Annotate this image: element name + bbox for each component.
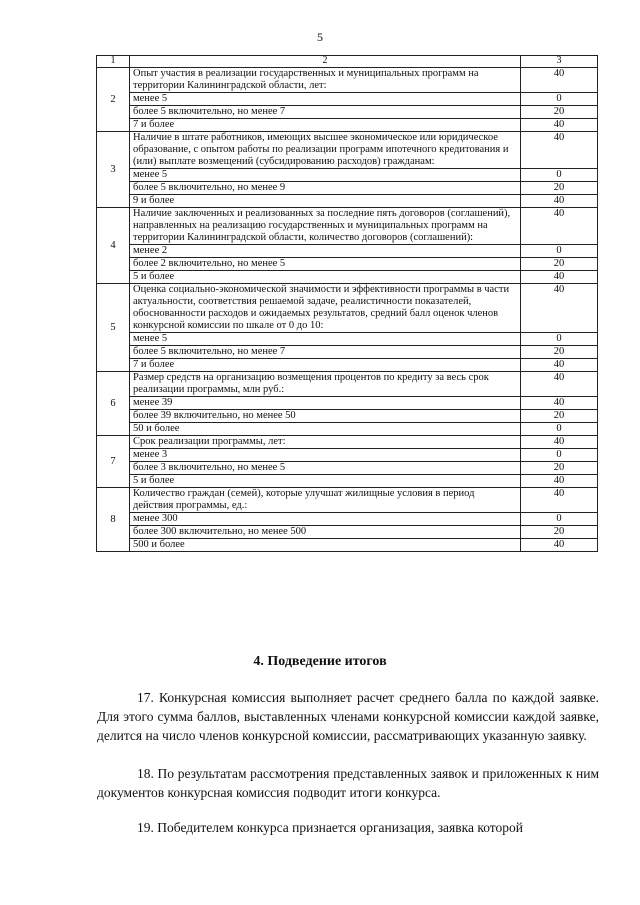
option-score: 0 <box>521 333 598 346</box>
option-label: менее 5 <box>130 169 521 182</box>
table-row <box>97 513 598 526</box>
table-row <box>97 119 598 132</box>
table-row <box>97 195 598 208</box>
option-label: менее 5 <box>130 93 521 106</box>
table-row <box>97 423 598 436</box>
table-row <box>97 258 598 271</box>
table-row <box>97 397 598 410</box>
option-score: 40 <box>521 119 598 132</box>
option-label: более 2 включительно, но менее 5 <box>130 258 521 271</box>
table-row <box>97 449 598 462</box>
criteria-max-score: 40 <box>521 372 598 397</box>
table-row <box>97 346 598 359</box>
option-label: менее 5 <box>130 333 521 346</box>
option-score: 40 <box>521 475 598 488</box>
option-score: 40 <box>521 539 598 552</box>
criteria-title-row <box>97 488 598 513</box>
table-row <box>97 271 598 284</box>
criteria-max-score: 40 <box>521 132 598 169</box>
criteria-title-row <box>97 208 598 245</box>
option-label: 500 и более <box>130 539 521 552</box>
option-score: 20 <box>521 462 598 475</box>
criteria-title: Опыт участия в реализации государственных и муниципальных программ на территории Калининградской области, лет: <box>130 68 521 93</box>
option-label: более 300 включительно, но менее 500 <box>130 526 521 539</box>
option-score: 20 <box>521 410 598 423</box>
table-row <box>97 462 598 475</box>
option-score: 40 <box>521 397 598 410</box>
criteria-number: 3 <box>97 132 130 208</box>
paragraph-text: 19. Победителем конкурса признается организация, заявка которой <box>137 820 523 835</box>
criteria-title: Наличие в штате работников, имеющих высшее экономическое или юридическое образование, с опытом работы по реализации программ ипотечного кредитования и (или) выплате возмещений (субсидированию расходов) гражданам: <box>130 132 521 169</box>
option-score: 0 <box>521 93 598 106</box>
table-row <box>97 410 598 423</box>
table-row <box>97 245 598 258</box>
criteria-table <box>96 55 598 552</box>
table-row <box>97 169 598 182</box>
table-header-row <box>97 56 598 68</box>
option-label: 5 и более <box>130 271 521 284</box>
option-score: 20 <box>521 258 598 271</box>
criteria-number: 4 <box>97 208 130 284</box>
page-number: 5 <box>317 30 323 44</box>
header-cell: 2 <box>130 56 521 68</box>
option-label: менее 300 <box>130 513 521 526</box>
table-row <box>97 93 598 106</box>
criteria-number: 7 <box>97 436 130 488</box>
criteria-number: 6 <box>97 372 130 436</box>
option-score: 40 <box>521 359 598 372</box>
criteria-title: Размер средств на организацию возмещения процентов по кредиту за весь срок реализации программы, млн руб.: <box>130 372 521 397</box>
option-label: более 5 включительно, но менее 9 <box>130 182 521 195</box>
paragraph-text: 18. По результатам рассмотрения представленных заявок и приложенных к ним документов конкурсная комиссия подводит итоги конкурса. <box>97 766 599 800</box>
paragraph-text: 17. Конкурсная комиссия выполняет расчет среднего балла по каждой заявке. Для этого сумма баллов, выставленных членами конкурсной комиссии каждой заявке, делится на число членов конкурсной комиссии, рассматривающих указанную заявку. <box>97 690 599 743</box>
section-title: 4. Подведение итогов <box>253 654 387 669</box>
table-row <box>97 359 598 372</box>
option-label: 50 и более <box>130 423 521 436</box>
table-row <box>97 475 598 488</box>
option-label: 7 и более <box>130 119 521 132</box>
criteria-number: 8 <box>97 488 130 552</box>
option-label: более 5 включительно, но менее 7 <box>130 106 521 119</box>
option-score: 0 <box>521 245 598 258</box>
option-score: 20 <box>521 106 598 119</box>
criteria-title: Количество граждан (семей), которые улучшат жилищные условия в период действия программы, ед.: <box>130 488 521 513</box>
criteria-title: Оценка социально-экономической значимости и эффективности программы в части актуальности, соответствия решаемой задаче, реалистичности показателей, обоснованности расходов и ожидаемых результатов, средний балл оценок членов конкурсной комиссии по шкале от 0 до 10: <box>130 284 521 333</box>
option-score: 0 <box>521 169 598 182</box>
criteria-max-score: 40 <box>521 488 598 513</box>
table-row <box>97 539 598 552</box>
option-label: более 3 включительно, но менее 5 <box>130 462 521 475</box>
table-row <box>97 182 598 195</box>
criteria-title-row <box>97 436 598 449</box>
criteria-title-row <box>97 132 598 169</box>
header-cell: 3 <box>521 56 598 68</box>
option-label: 7 и более <box>130 359 521 372</box>
table-row <box>97 333 598 346</box>
option-score: 20 <box>521 182 598 195</box>
option-score: 40 <box>521 195 598 208</box>
option-label: 5 и более <box>130 475 521 488</box>
criteria-title-row <box>97 284 598 333</box>
option-label: более 5 включительно, но менее 7 <box>130 346 521 359</box>
criteria-max-score: 40 <box>521 208 598 245</box>
table-row <box>97 106 598 119</box>
criteria-title: Срок реализации программы, лет: <box>130 436 521 449</box>
paragraph-17 <box>97 688 599 745</box>
option-label: 9 и более <box>130 195 521 208</box>
criteria-title: Наличие заключенных и реализованных за последние пять договоров (соглашений), направленных на реализацию государственных и муниципальных программ на территории Калининградской области, количество договоров (соглашений): <box>130 208 521 245</box>
criteria-title-row <box>97 68 598 93</box>
criteria-max-score: 40 <box>521 284 598 333</box>
table-row <box>97 526 598 539</box>
header-cell: 1 <box>97 56 130 68</box>
option-label: менее 39 <box>130 397 521 410</box>
option-label: менее 2 <box>130 245 521 258</box>
criteria-number: 5 <box>97 284 130 372</box>
paragraph-18 <box>97 764 599 802</box>
option-score: 0 <box>521 449 598 462</box>
option-score: 20 <box>521 346 598 359</box>
option-label: более 39 включительно, но менее 50 <box>130 410 521 423</box>
criteria-title-row <box>97 372 598 397</box>
option-score: 0 <box>521 423 598 436</box>
criteria-max-score: 40 <box>521 68 598 93</box>
paragraph-19 <box>97 818 599 837</box>
option-score: 20 <box>521 526 598 539</box>
option-score: 40 <box>521 271 598 284</box>
criteria-max-score: 40 <box>521 436 598 449</box>
option-label: менее 3 <box>130 449 521 462</box>
criteria-number: 2 <box>97 68 130 132</box>
option-score: 0 <box>521 513 598 526</box>
